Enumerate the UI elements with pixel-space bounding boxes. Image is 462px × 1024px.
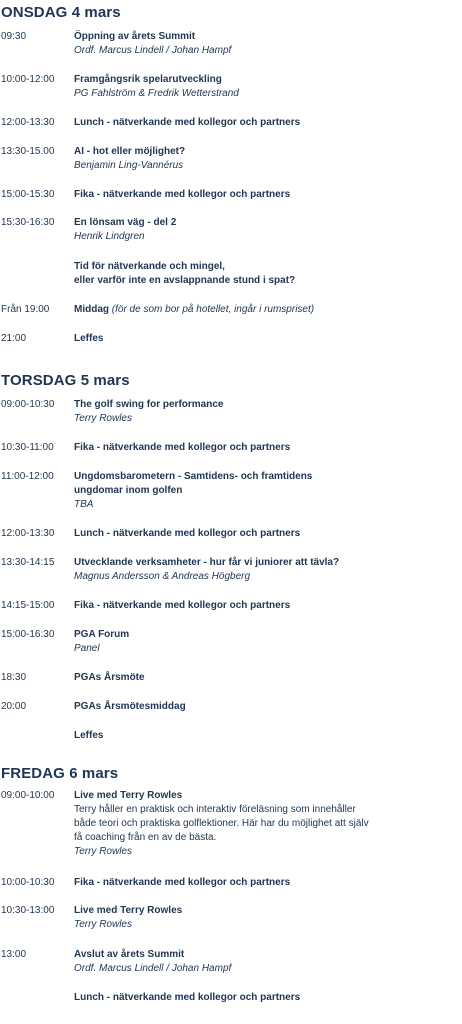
time-label: Från 19:00 bbox=[1, 304, 50, 315]
session-title: Öppning av årets Summit bbox=[74, 31, 196, 42]
session-title bbox=[74, 303, 454, 317]
session bbox=[74, 948, 454, 976]
session bbox=[74, 671, 454, 685]
session bbox=[74, 30, 454, 58]
time-label: 21:00 bbox=[1, 333, 27, 344]
session-speaker: Terry Rowles bbox=[74, 846, 132, 857]
session bbox=[74, 904, 454, 932]
session-title: Live med Terry Rowles bbox=[74, 905, 183, 916]
session-speaker: Terry Rowles bbox=[74, 413, 132, 424]
day-title: FREDAG 6 mars bbox=[1, 765, 119, 782]
session-title: Lunch - nätverkande med kollegor och partners bbox=[74, 528, 301, 539]
time-label: 13:30-14:15 bbox=[1, 557, 55, 568]
session-title: Lunch - nätverkande med kollegor och partners bbox=[74, 117, 301, 128]
session bbox=[74, 599, 454, 613]
time-label: 11:00-12:00 bbox=[1, 471, 54, 482]
time-label: 09:00-10:00 bbox=[1, 790, 55, 801]
session bbox=[74, 398, 454, 426]
session-title: The golf swing for performance bbox=[74, 399, 224, 410]
session bbox=[74, 216, 454, 244]
session-title: PGA Forum bbox=[74, 629, 130, 640]
session-title: Live med Terry Rowles bbox=[74, 790, 183, 801]
session-title: Leffes bbox=[74, 333, 104, 344]
session-title: Fika - nätverkande med kollegor och partners bbox=[74, 189, 291, 200]
session bbox=[74, 116, 454, 130]
time-label: 18:30 bbox=[1, 672, 27, 683]
description-line: både teori och praktiska golflektioner. Här har du möjlighet att själv bbox=[74, 818, 369, 829]
time-label: 20:00 bbox=[1, 701, 27, 712]
title-line: eller varför inte en avslappnande stund i spat? bbox=[74, 275, 296, 286]
session-title: Avslut av årets Summit bbox=[74, 949, 185, 960]
time-label: 13:30-15.00 bbox=[1, 146, 55, 157]
session-speaker: Henrik Lindgren bbox=[74, 231, 145, 242]
session bbox=[74, 441, 454, 455]
session-title: PGAs Årsmötesmiddag bbox=[74, 701, 186, 712]
session-title: Fika - nätverkande med kollegor och partners bbox=[74, 442, 291, 453]
time-label: 15:00-15:30 bbox=[1, 189, 55, 200]
session bbox=[74, 73, 454, 101]
session-speaker: Panel bbox=[74, 643, 100, 654]
session-title bbox=[74, 260, 454, 288]
session-speaker: PG Fahlström & Fredrik Wetterstrand bbox=[74, 88, 239, 99]
time-label: 12:00-13:30 bbox=[1, 117, 55, 128]
session bbox=[74, 260, 454, 288]
time-label: 10:00-12:00 bbox=[1, 74, 55, 85]
day-title: TORSDAG 5 mars bbox=[1, 372, 130, 389]
session-speaker: Ordf. Marcus Lindell / Johan Hampf bbox=[74, 963, 232, 974]
session-title: Utvecklande verksamheter - hur får vi juniorer att tävla? bbox=[74, 557, 340, 568]
session bbox=[74, 303, 454, 317]
time-label: 09:30 bbox=[1, 31, 27, 42]
time-label: 14:15-15:00 bbox=[1, 600, 55, 611]
session-speaker: Benjamin Ling-Vannérus bbox=[74, 160, 184, 171]
session-title: En lönsam väg - del 2 bbox=[74, 217, 177, 228]
time-label: 15:30-16:30 bbox=[1, 217, 55, 228]
session-description bbox=[74, 803, 454, 845]
session-speaker: Magnus Andersson & Andreas Högberg bbox=[74, 571, 251, 582]
time-label: 10:00-10:30 bbox=[1, 877, 55, 888]
time-label: 09:00-10:30 bbox=[1, 399, 55, 410]
session-title: Lunch - nätverkande med kollegor och partners bbox=[74, 992, 301, 1003]
session-speaker: TBA bbox=[74, 499, 94, 510]
description-line: få coaching från en av de bästa. bbox=[74, 832, 217, 843]
session bbox=[74, 332, 454, 346]
session-title bbox=[74, 470, 454, 498]
session bbox=[74, 145, 454, 173]
session-title: PGAs Årsmöte bbox=[74, 672, 145, 683]
time-label: 13:00 bbox=[1, 949, 27, 960]
session bbox=[74, 527, 454, 541]
session-title: Fika - nätverkande med kollegor och partners bbox=[74, 877, 291, 888]
session-note: (för de som bor på hotellet, ingår i rumspriset) bbox=[111, 304, 315, 315]
session bbox=[74, 188, 454, 202]
session bbox=[74, 470, 454, 512]
session bbox=[74, 729, 454, 743]
session-title: AI - hot eller möjlighet? bbox=[74, 146, 186, 157]
session-speaker: Ordf. Marcus Lindell / Johan Hampf bbox=[74, 45, 232, 56]
description-line: Terry håller en praktisk och interaktiv föreläsning som innehåller bbox=[74, 804, 356, 815]
time-label: 15:00-16:30 bbox=[1, 629, 55, 640]
session bbox=[74, 556, 454, 584]
session-title: Fika - nätverkande med kollegor och partners bbox=[74, 600, 291, 611]
title-line: ungdomar inom golfen bbox=[74, 485, 183, 496]
session bbox=[74, 628, 454, 656]
day-title: ONSDAG 4 mars bbox=[1, 4, 121, 21]
time-label: 10:30-11:00 bbox=[1, 442, 54, 453]
session bbox=[74, 789, 454, 859]
title-line: Ungdomsbarometern - Samtidens- och framtidens bbox=[74, 471, 313, 482]
session-speaker: Terry Rowles bbox=[74, 919, 132, 930]
session-title: Leffes bbox=[74, 730, 104, 741]
session-title-text: Middag bbox=[74, 304, 109, 315]
time-label: 12:00-13:30 bbox=[1, 528, 55, 539]
title-line: Tid för nätverkande och mingel, bbox=[74, 261, 225, 272]
session bbox=[74, 876, 454, 890]
session bbox=[74, 991, 454, 1005]
time-label: 10:30-13:00 bbox=[1, 905, 55, 916]
session bbox=[74, 700, 454, 714]
session-title: Framgångsrik spelarutveckling bbox=[74, 74, 222, 85]
